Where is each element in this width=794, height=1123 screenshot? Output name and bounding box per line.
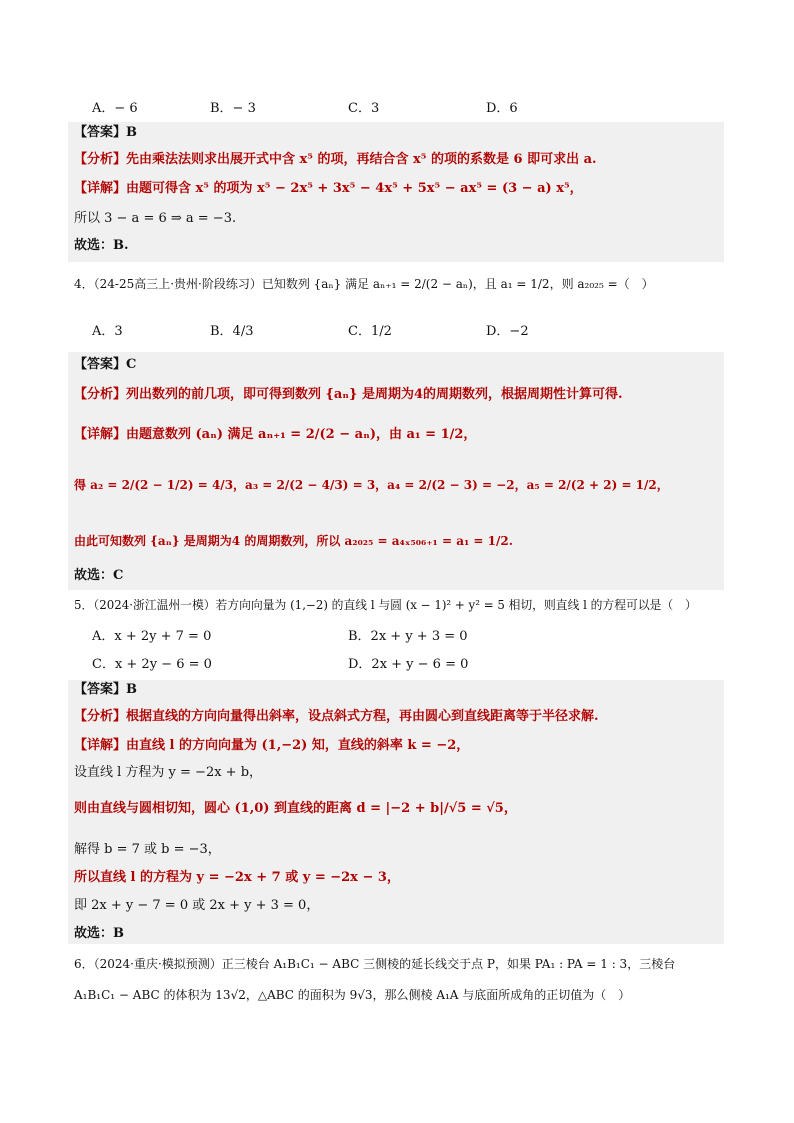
q4-option-a: A．3 xyxy=(92,324,123,339)
q5-option-a: A．x + 2y + 7 = 0 xyxy=(92,629,212,644)
q5-detail-6: 即 2x + y − 7 = 0 或 2x + y + 3 = 0， xyxy=(74,898,320,913)
q5-analysis: 【分析】根据直线的方向向量得出斜率，设点斜式方程，再由圆心到直线距离等于半径求解. xyxy=(74,709,599,724)
q5-option-c: C．x + 2y − 6 = 0 xyxy=(92,657,212,672)
q3-option-a: A．− 6 xyxy=(92,101,138,116)
q6-stem-line-1: 6．（2024·重庆·模拟预测）正三棱台 A₁B₁C₁ − ABC 三侧棱的延长线交于点 P，如果 PA₁ : PA = 1 : 3，三棱台 xyxy=(74,957,676,971)
q4-choose: 故选：C xyxy=(74,568,124,583)
q5-option-d: D．2x + y − 6 = 0 xyxy=(348,657,469,672)
q4-option-d: D．−2 xyxy=(486,324,529,339)
q3-detail-2: 所以 3 − a = 6 ⇒ a = −3. xyxy=(74,211,237,226)
q4-answer: 【答案】C xyxy=(74,357,137,372)
q6-stem-line-2: A₁B₁C₁ − ABC 的体积为 13√2，△ABC 的面积为 9√3，那么侧棱 A₁A 与底面所成角的正切值为（ ） xyxy=(74,988,631,1002)
q4-detail-3: 由此可知数列 {aₙ} 是周期为4 的周期数列，所以 a₂₀₂₅ = a₄ₓ₅₀₆₊₁ = a₁ = 1/2. xyxy=(74,534,513,548)
q4-detail-1: 【详解】由题意数列 (aₙ) 满足 aₙ₊₁ = 2/(2 − aₙ)，由 a₁ = 1/2， xyxy=(74,427,477,442)
q5-detail-4: 解得 b = 7 或 b = −3， xyxy=(74,842,221,857)
q5-detail-3: 则由直线与圆相切知，圆心 (1,0) 到直线的距离 d = |−2 + b|/√5 = √5， xyxy=(74,801,517,816)
q4-detail-2: 得 a₂ = 2/(2 − 1/2) = 4/3，a₃ = 2/(2 − 4/3) = 3，a₄ = 2/(2 − 3) = −2，a₅ = 2/(2 + 2) = 1/2， xyxy=(74,478,669,492)
q5-detail-5: 所以直线 l 的方程为 y = −2x + 7 或 y = −2x − 3， xyxy=(74,870,400,885)
q5-choose: 故选：B xyxy=(74,926,124,941)
q4-stem: 4．（24-25高三上·贵州·阶段练习）已知数列 {aₙ} 满足 aₙ₊₁ = 2/(2 − aₙ)，且 a₁ = 1/2，则 a₂₀₂₅ =（ ） xyxy=(74,277,654,291)
q4-analysis: 【分析】列出数列的前几项，即可得到数列 {aₙ} 是周期为4的周期数列，根据周期性计算可得. xyxy=(74,387,623,402)
q3-choose: 故选：B. xyxy=(74,238,129,253)
q3-answer: 【答案】B xyxy=(74,125,137,140)
q3-analysis: 【分析】先由乘法法则求出展开式中含 x⁵ 的项，再结合含 x⁵ 的项的系数是 6 即可求出 a. xyxy=(74,152,597,167)
q3-option-b: B．− 3 xyxy=(210,101,256,116)
q4-option-b: B．4/3 xyxy=(210,324,254,339)
q3-option-c: C．3 xyxy=(348,101,380,116)
q4-option-c: C．1/2 xyxy=(348,324,392,339)
q5-detail-2: 设直线 l 方程为 y = −2x + b， xyxy=(74,765,263,780)
q3-option-d: D．6 xyxy=(486,101,518,116)
q3-detail-1: 【详解】由题可得含 x⁵ 的项为 x⁵ − 2x⁵ + 3x⁵ − 4x⁵ + 5x⁵ − ax⁵ = (3 − a) x⁵， xyxy=(74,181,583,196)
q5-stem: 5．（2024·浙江温州一模）若方向向量为 (1,−2) 的直线 l 与圆 (x − 1)² + y² = 5 相切，则直线 l 的方程可以是（ ） xyxy=(74,598,697,612)
q5-option-b: B．2x + y + 3 = 0 xyxy=(348,629,468,644)
q5-detail-1: 【详解】由直线 l 的方向向量为 (1,−2) 知，直线的斜率 k = −2， xyxy=(74,738,470,753)
q5-answer: 【答案】B xyxy=(74,682,137,697)
